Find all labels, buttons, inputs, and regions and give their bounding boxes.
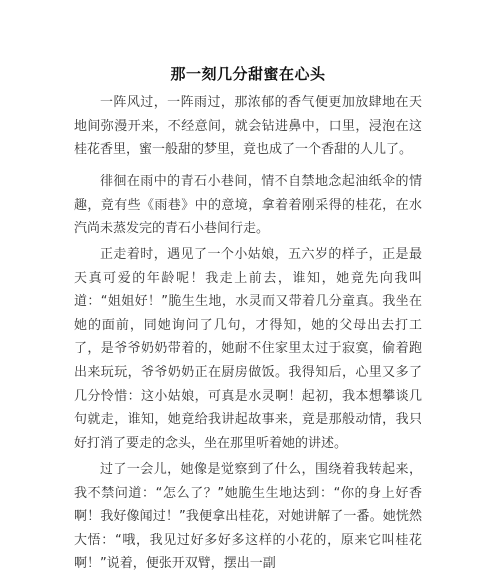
paragraph-2: 徘徊在雨中的青石小巷间，情不自禁地念起油纸伞的情趣，竟有些《雨巷》中的意境，拿着着刚采得的桂花，在水汽尚未蒸发完的青石小巷间行走。 <box>74 174 422 237</box>
article-title: 那一刻几分甜蜜在心头 <box>170 65 326 83</box>
paragraph-3: 正走着时，遇见了一个小姑娘，五六岁的样子，正是最天真可爱的年龄呢！我走上前去，谁知，她竟先向我叫道：“姐姐好！”脆生生地，水灵而又带着几分童真。我坐在她的面前，同她询问了几句，才得知，她的父母出去打工了，是爷爷奶奶带着的，她耐不住家里太过于寂寞，偷着跑出来玩玩，爷爷奶奶正在厨房做饭。我得知后，心里又多了几分怜惜：这小姑娘，可真是水灵啊！起初，我本想攀谈几句就走，谁知，她竟给我讲起故事来，竟是那般动情，我只好打消了要走的念头，坐在那里听着她的讲述。 <box>74 247 422 451</box>
paragraph-1: 一阵风过，一阵雨过，那浓郁的香气便更加放肆地在天地间弥漫开来，不经意间，就会钻进鼻中，口里，浸泡在这桂花香里，蜜一般甜的梦里，竟也成了一个香甜的人儿了。 <box>74 95 422 158</box>
paragraph-4: 过了一会儿，她像是觉察到了什么，围绕着我转起来，我不禁问道：“怎么了？”她脆生生地达到：“你的身上好香啊！我好像闻过！”我便拿出桂花，对她讲解了一番。她恍然大悟：“哦，我见过好多好多这样的小花的，原来它叫桂花啊！”说着，便张开双臂，摆出一副 <box>74 462 422 572</box>
